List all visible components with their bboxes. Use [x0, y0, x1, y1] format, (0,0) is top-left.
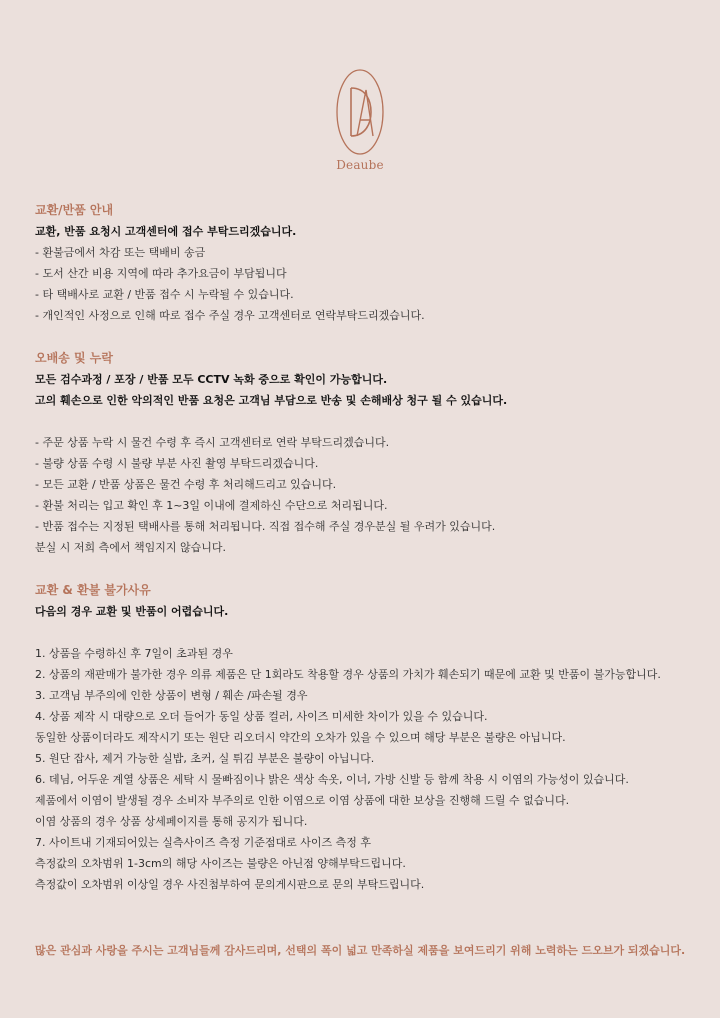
policy-line-spacer: [35, 622, 705, 643]
policy-line: - 반품 접수는 지정된 택배사를 통해 처리됩니다. 직접 접수해 주실 경우분실 될 우려가 있습니다.: [35, 520, 496, 533]
policy-line: 고의 훼손으로 인한 악의적인 반품 요청은 고객님 부담으로 반송 및 손해배상 청구 될 수 있습니다.: [35, 394, 508, 407]
policy-line: 이염 상품의 경우 상품 상세페이지를 통해 공지가 됩니다.: [35, 815, 308, 828]
policy-line: 1. 상품을 수령하신 후 7일이 초과된 경우: [35, 647, 233, 660]
policy-line: - 불량 상품 수령 시 불량 부분 사진 촬영 부탁드리겠습니다.: [35, 457, 319, 470]
exchange-return-section: [35, 199, 705, 326]
policy-line: 2. 상품의 재판매가 불가한 경우 의류 제품은 단 1회라도 착용할 경우 상품의 가치가 훼손되기 때문에 교환 및 반품이 불가능합니다.: [35, 668, 661, 681]
policy-line: 측정값의 오차범위 1-3cm의 해당 사이즈는 불량은 아닌점 양해부탁드립니다.: [35, 857, 406, 870]
policy-line: - 주문 상품 누락 시 물건 수령 후 즉시 고객센터로 연락 부탁드리겠습니다.: [35, 436, 390, 449]
policy-line: 동일한 상품이더라도 제작시기 또는 원단 리오더시 약간의 오차가 있을 수 있으며 해당 부분은 불량은 아닙니다.: [35, 731, 566, 744]
policy-line: 다음의 경우 교환 및 반품이 어렵습니다.: [35, 605, 229, 618]
policy-line: - 도서 산간 비용 지역에 따라 추가요금이 부담됩니다: [35, 267, 287, 280]
policy-line: 5. 원단 잡사, 제거 가능한 실밥, 초커, 실 튀김 부분은 불량이 아닙니다.: [35, 752, 375, 765]
policy-line: 측정값이 오차범위 이상일 경우 사진첨부하여 문의게시판으로 문의 부탁드립니다.: [35, 878, 425, 891]
policy-content: [35, 199, 705, 895]
section-spacer: [35, 326, 705, 347]
policy-line: 교환, 반품 요청시 고객센터에 접수 부탁드리겠습니다.: [35, 225, 297, 238]
policy-line: 제품에서 이염이 발생될 경우 소비자 부주의로 인한 이염으로 이염 상품에 대한 보상을 진행해 드릴 수 없습니다.: [35, 794, 570, 807]
policy-line: - 개인적인 사정으로 인해 따로 접수 주실 경우 고객센터로 연락부탁드리겠습니다.: [35, 309, 425, 322]
policy-line: - 환불 처리는 입고 확인 후 1~3일 이내에 결제하신 수단으로 처리됩니다.: [35, 499, 388, 512]
section-spacer: [35, 558, 705, 579]
non-refundable-section: [35, 579, 705, 895]
closing-message: 많은 관심과 사랑을 주시는 고객님들께 감사드리며, 선택의 폭이 넓고 만족하실 제품을 보여드리기 위해 노력하는 드오브가 되겠습니다.: [35, 944, 686, 957]
missing-delivery-section: [35, 347, 705, 558]
policy-line: - 환불금에서 차감 또는 택배비 송금: [35, 246, 206, 259]
section-title: 교환 & 환불 불가사유: [35, 583, 151, 597]
policy-line: 분실 시 저희 측에서 책임지지 않습니다.: [35, 541, 226, 554]
policy-line-spacer: [35, 411, 705, 432]
policy-line: 6. 데님, 어두운 계열 상품은 세탁 시 물빠짐이나 밝은 색상 속옷, 이너, 가방 신발 등 함께 착용 시 이염의 가능성이 있습니다.: [35, 773, 629, 786]
policy-line: - 타 택배사로 교환 / 반품 접수 시 누락될 수 있습니다.: [35, 288, 294, 301]
policy-line: 4. 상품 제작 시 대량으로 오더 들어가 동일 상품 컬러, 사이즈 미세한 차이가 있을 수 있습니다.: [35, 710, 488, 723]
policy-line: - 모든 교환 / 반품 상품은 물건 수령 후 처리해드리고 있습니다.: [35, 478, 337, 491]
policy-line: 3. 고객님 부주의에 인한 상품이 변형 / 훼손 /파손될 경우: [35, 689, 308, 702]
brand-logo: [325, 68, 395, 172]
brand-name: Deaube: [336, 158, 384, 172]
policy-line: 모든 검수과정 / 포장 / 반품 모두 CCTV 녹화 중으로 확인이 가능합니다.: [35, 373, 388, 386]
policy-line: 7. 사이트내 기재되어있는 실측사이즈 측정 기준점대로 사이즈 측정 후: [35, 836, 371, 849]
section-title: 오배송 및 누락: [35, 351, 113, 365]
brand-monogram-icon: [335, 68, 385, 156]
section-title: 교환/반품 안내: [35, 203, 114, 217]
